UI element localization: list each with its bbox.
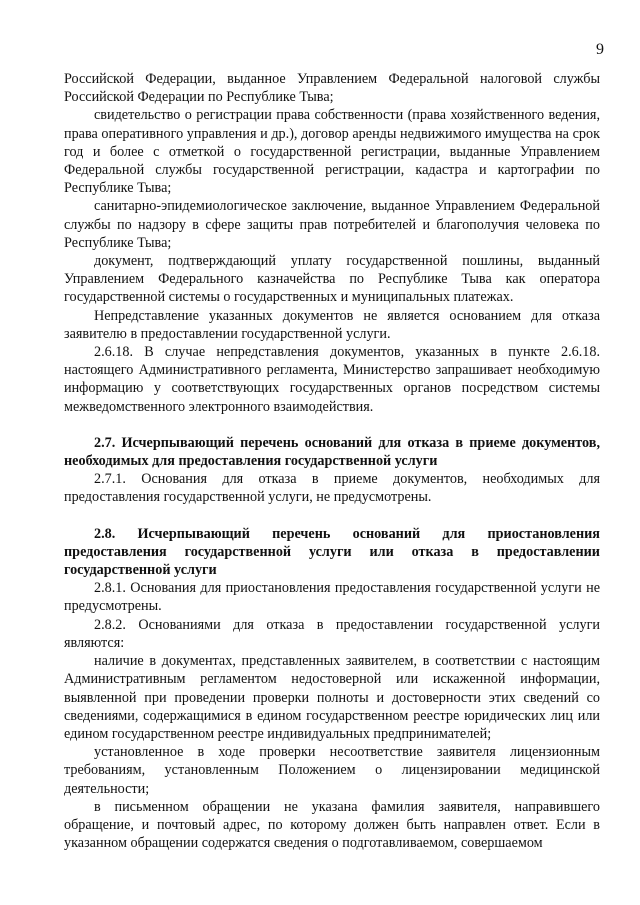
section-heading-2-8: 2.8. Исчерпывающий перечень оснований для приостановления предоставления государственной услуги или отказа в предоставлении государственной услуги xyxy=(64,525,600,579)
paragraph: 2.8.2. Основаниями для отказа в предоставлении государственной услуги являются: xyxy=(64,616,600,651)
page-number: 9 xyxy=(596,41,604,58)
paragraph: 2.7.1. Основания для отказа в приеме документов, необходимых для предоставления государственной услуги, не предусмотрены. xyxy=(64,471,600,506)
section-heading-2-7: 2.7. Исчерпывающий перечень оснований для отказа в приеме документов, необходимых для предоставления государственной услуги xyxy=(64,434,600,470)
paragraph: свидетельство о регистрации права собственности (права хозяйственного ведения, права оперативного управления и др.), договор аренды недвижимого имущества на срок год и более с отметкой о государственной регистрации, выданные Управлением Федеральной службы государственной регистрации, кадастра и картографии по Республике Тыва; xyxy=(64,107,600,197)
paragraph: Непредставление указанных документов не является основанием для отказа заявителю в предоставлении государственной услуги. xyxy=(64,307,600,342)
paragraph: 2.8.1. Основания для приостановления предоставления государственной услуги не предусмотрены. xyxy=(64,580,600,615)
paragraph: Российской Федерации, выданное Управлением Федеральной налоговой службы Российской Федерации по Республике Тыва; xyxy=(64,71,600,106)
paragraph: в письменном обращении не указана фамилия заявителя, направившего обращение, и почтовый адрес, по которому должен быть направлен ответ. Если в указанном обращении содержатся сведения о подготавливаемом, совершаемом xyxy=(64,798,600,852)
paragraph: санитарно-эпидемиологическое заключение, выданное Управлением Федеральной службы по надзору в сфере защиты прав потребителей и благополучия человека по Республике Тыва; xyxy=(64,198,600,251)
paragraph: наличие в документах, представленных заявителем, в соответствии с настоящим Административным регламентом недостоверной или искаженной информации, выявленной при проведении проверки полноты и достоверности этих сведений со сведениями, содержащимися в едином государственном реестре юридических лиц или едином государственном реестре индивидуальных предпринимателей; xyxy=(64,653,600,742)
paragraph: 2.6.18. В случае непредставления документов, указанных в пункте 2.6.18. настоящего Административного регламента, Министерство запрашивает необходимую информацию у соответствующих государственных органов посредством системы межведомственного электронного взаимодействия. xyxy=(64,344,600,415)
document-body xyxy=(64,70,600,852)
paragraph: установленное в ходе проверки несоответствие заявителя лицензионным требованиям, установленным Положением о лицензировании медицинской деятельности; xyxy=(64,744,600,797)
paragraph: документ, подтверждающий уплату государственной пошлины, выданный Управлением Федерального казначейства по Республике Тыва как оператора государственной системы о государственных и муниципальных платежах. xyxy=(64,253,600,306)
